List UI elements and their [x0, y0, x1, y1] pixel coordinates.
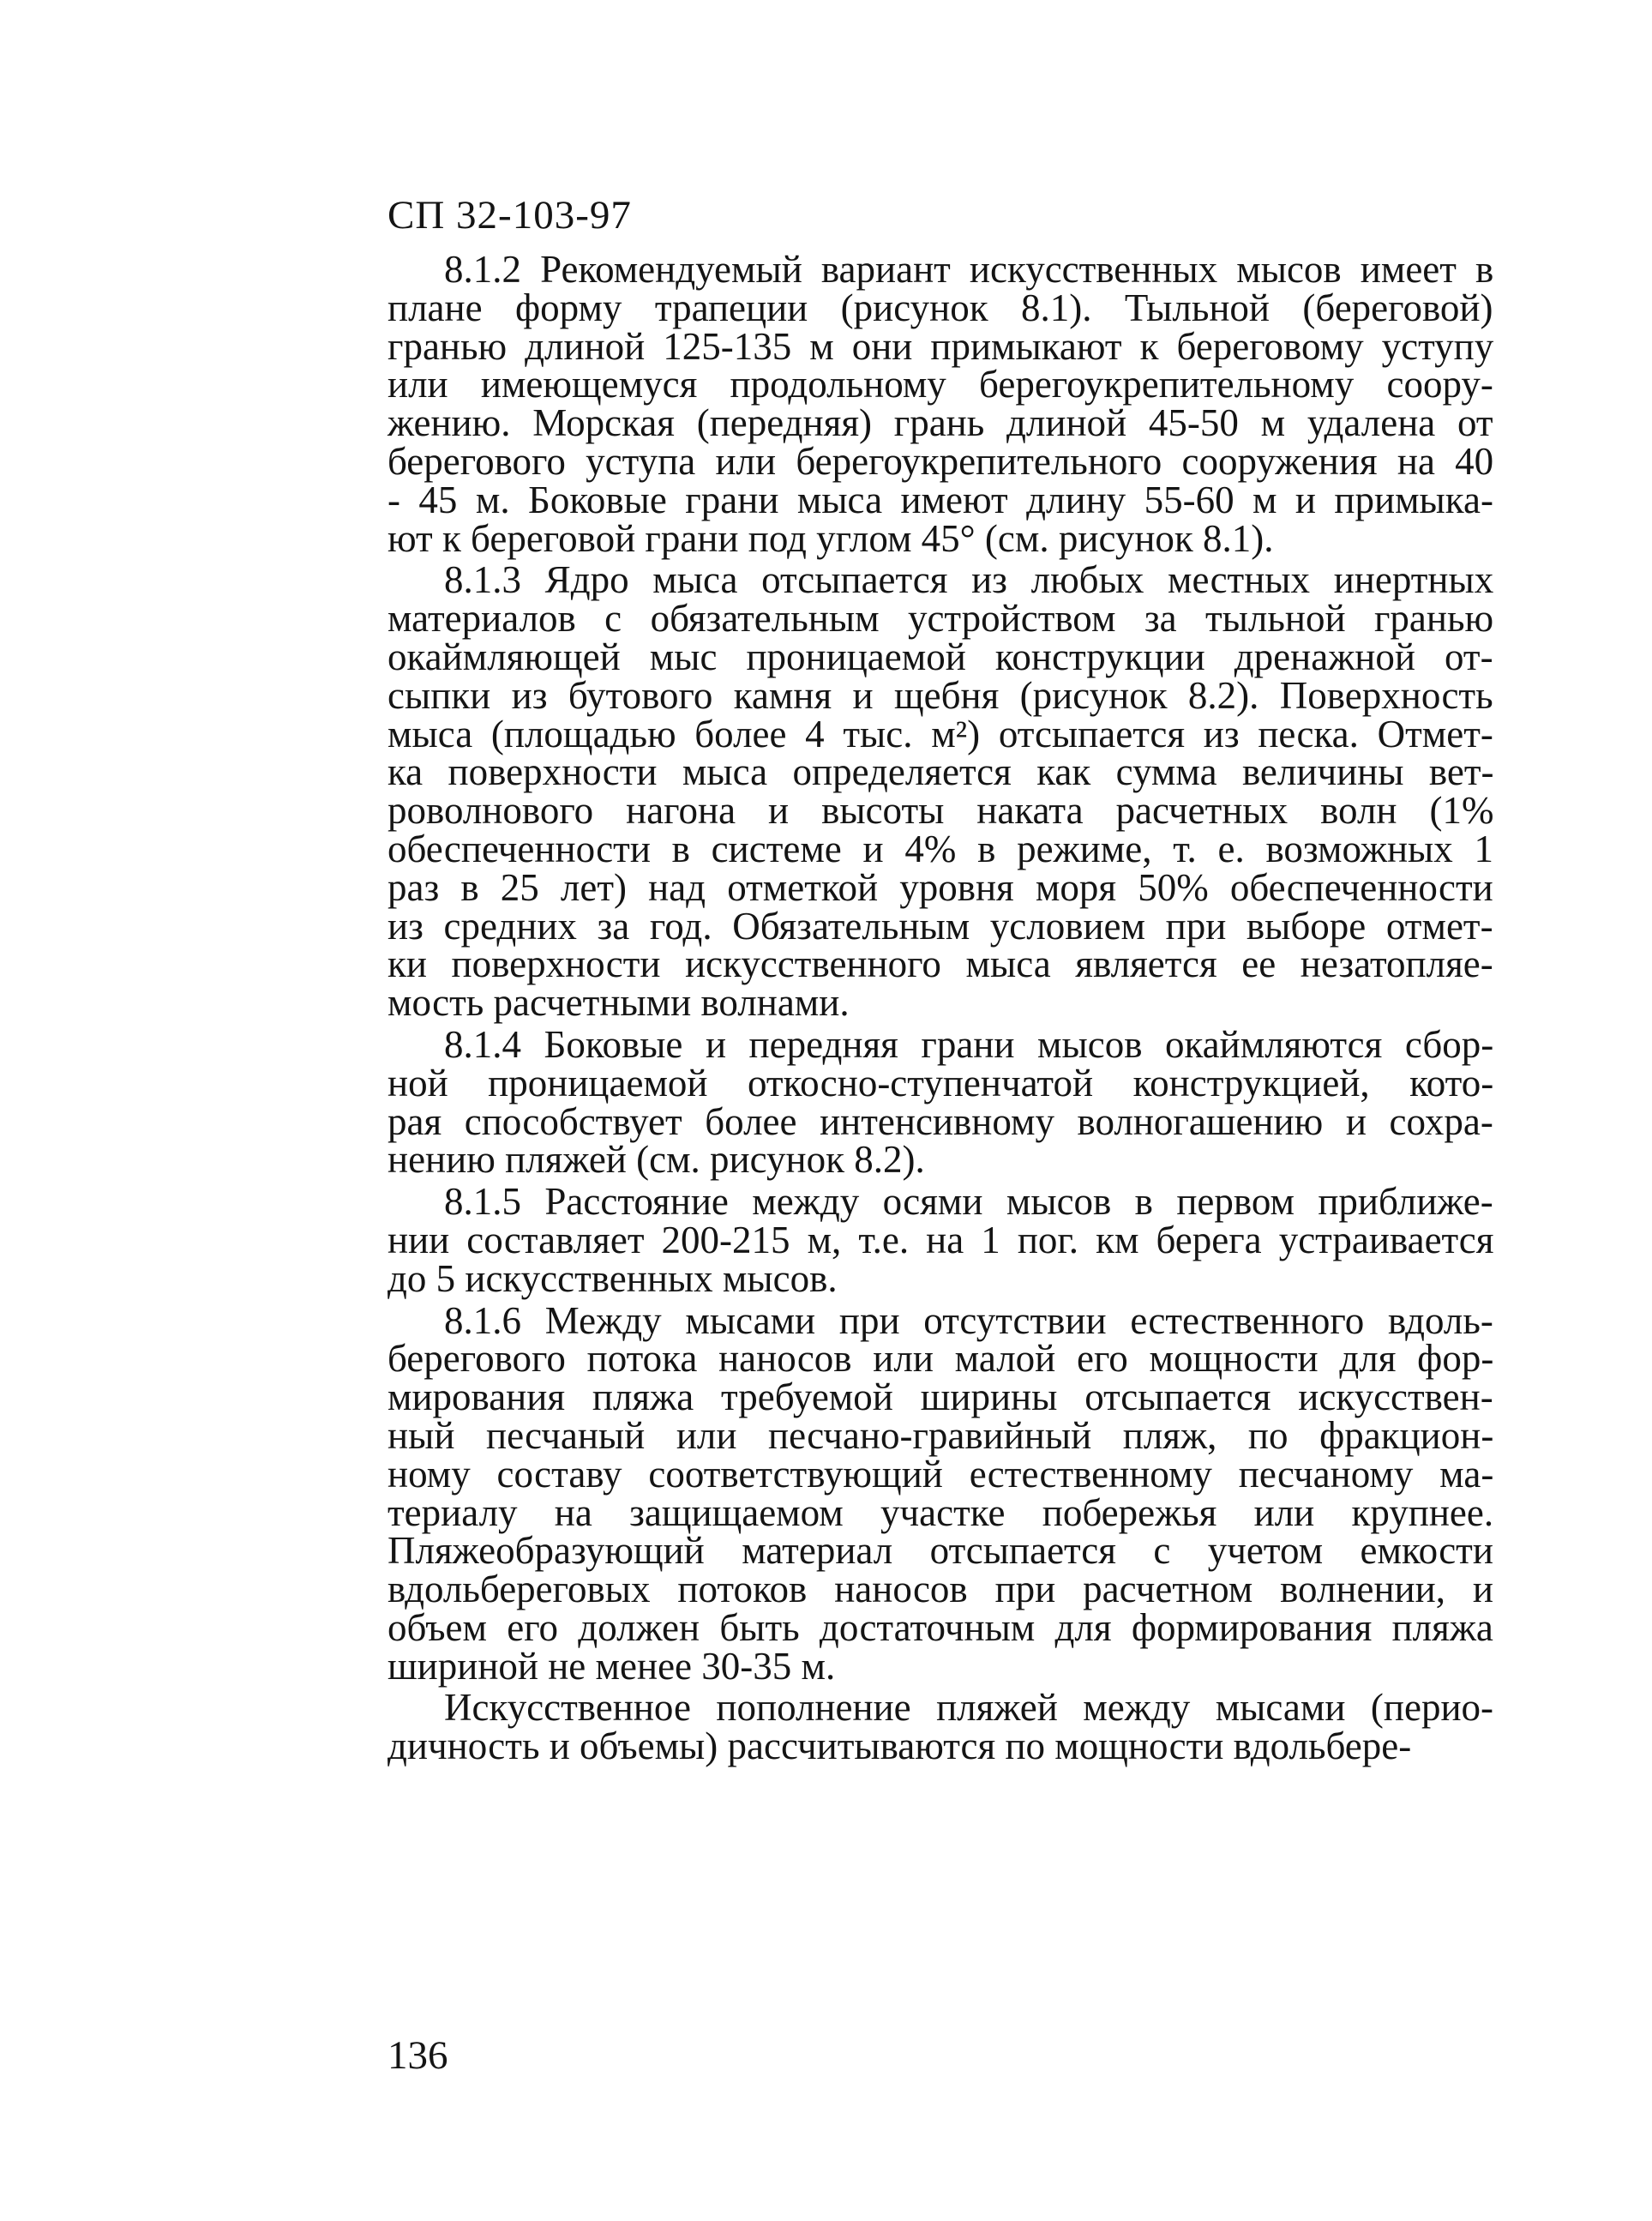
text-line: ный песчаный или песчано-гравийный пляж, по фракцион- [387, 1413, 1494, 1457]
text-line: 8.1.5 Расстояние между осями мысов в первом приближе- [444, 1180, 1493, 1224]
text-line: сыпки из бутового камня и щебня (рисунок 8.2). Поверхность [387, 673, 1493, 717]
document-code-header: СП 32-103-97 [387, 193, 632, 238]
text-line: берегового потока наносов или малой его мощности для фор- [387, 1337, 1494, 1381]
text-line: ют к береговой грани под углом 45° (см. рисунок 8.1). [387, 516, 1274, 560]
text-line: териалу на защищаемом участке побережья или крупнее. [387, 1490, 1494, 1534]
text-line: Пляжеобразующий материал отсыпается с учетом емкости [387, 1529, 1493, 1573]
paragraph [387, 1688, 1502, 1766]
text-line: материалов с обязательным устройством за тыльной гранью [387, 597, 1494, 641]
text-line: ному составу соответствующий естественному песчаному ма- [387, 1452, 1494, 1496]
text-line: 8.1.2 Рекомендуемый вариант искусственных мысов имеет в [444, 248, 1494, 291]
body-text [387, 250, 1502, 1769]
text-line: мирования пляжа требуемой ширины отсыпается искусствен- [387, 1375, 1493, 1419]
text-line: мыса (площадью более 4 тыс. м²) отсыпается из песка. Отмет- [387, 712, 1493, 755]
text-line: нии составляет 200-215 м, т.е. на 1 пог. км берега устраивается [387, 1218, 1494, 1261]
text-line: 8.1.6 Между мысами при отсутствии естественного вдоль- [444, 1298, 1493, 1342]
paragraph [387, 1298, 1502, 1688]
text-line: до 5 искусственных мысов. [387, 1256, 838, 1300]
text-line: или имеющемуся продольному берегоукрепительному соору- [387, 363, 1493, 406]
text-line: нению пляжей (см. рисунок 8.2). [387, 1138, 925, 1182]
paragraph [387, 248, 1502, 560]
paragraph [387, 1180, 1502, 1300]
text-line: раз в 25 лет) над отметкой уровня моря 50% обеспеченности [387, 865, 1493, 909]
text-line: мость расчетными волнами. [387, 981, 850, 1025]
text-line: рая способствует более интенсивному волногашению и сохра- [387, 1099, 1493, 1143]
text-line: - 45 м. Боковые грани мыса имеют длину 55-60 м и примыка- [387, 478, 1493, 521]
text-line: берегового уступа или берегоукрепительного сооружения на 40 [387, 439, 1494, 483]
paragraph [387, 1022, 1502, 1182]
text-line: из средних за год. Обязательным условием при выборе отмет- [387, 904, 1493, 948]
text-line: роволнового нагона и высоты наката расчетных волн (1% [387, 789, 1494, 833]
text-line: ка поверхности мыса определяется как сумма величины вет- [387, 750, 1494, 794]
text-line: объем его должен быть достаточным для формирования пляжа [387, 1605, 1493, 1649]
text-line: ной проницаемой откосно-ступенчатой конструкцией, кото- [387, 1061, 1494, 1104]
text-line: шириной не менее 30-35 м. [387, 1644, 836, 1688]
text-line: гранью длиной 125-135 м они примыкают к береговому уступу [387, 324, 1494, 368]
text-line: ки поверхности искусственного мыса является ее незатопляе- [387, 942, 1493, 986]
text-line: 8.1.3 Ядро мыса отсыпается из любых местных инертных [444, 558, 1494, 602]
text-line: 8.1.4 Боковые и передняя грани мысов окаймляются сбор- [444, 1022, 1494, 1066]
text-line: обеспеченности в системе и 4% в режиме, т. е. возможных 1 [387, 827, 1494, 870]
text-line: плане форму трапеции (рисунок 8.1). Тыльной (береговой) [387, 286, 1493, 329]
text-line: окаймляющей мыс проницаемой конструкции дренажной от- [387, 635, 1493, 678]
text-line: вдольбереговых потоков наносов при расчетном волнении, и [387, 1568, 1493, 1611]
text-line: дичность и объемы) рассчитываются по мощности вдольбере- [387, 1724, 1412, 1768]
text-line: Искусственное пополнение пляжей между мысами (перио- [444, 1686, 1494, 1730]
text-line: жению. Морская (передняя) грань длиной 45-50 м удалена от [387, 401, 1493, 445]
paragraph [387, 558, 1502, 1025]
page-number: 136 [387, 2033, 448, 2078]
